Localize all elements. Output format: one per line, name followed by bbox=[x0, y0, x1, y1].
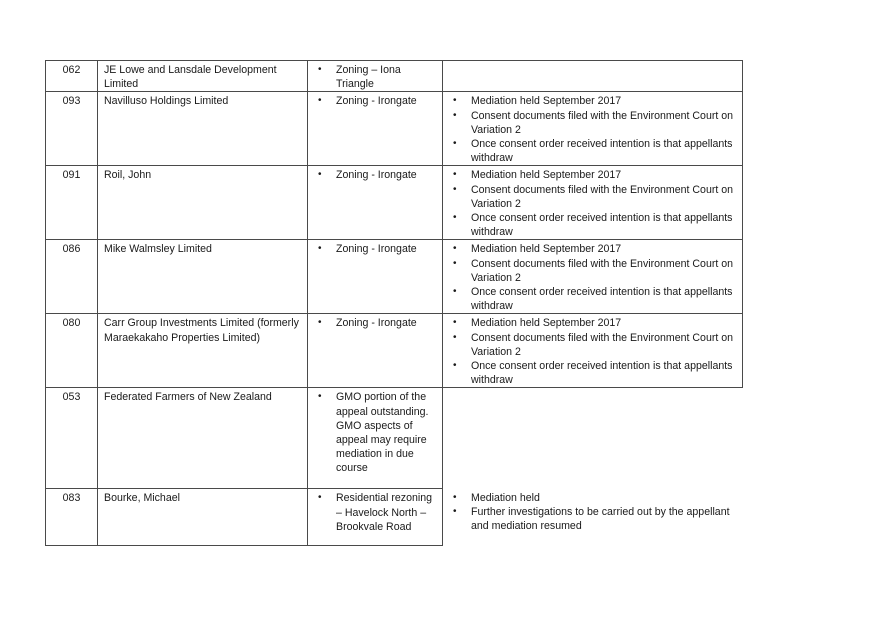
appellant-name: Mike Walmsley Limited bbox=[98, 240, 308, 314]
issue-item: • Zoning - Irongate bbox=[314, 242, 436, 256]
appeal-number: 080 bbox=[46, 314, 98, 388]
status-cell bbox=[443, 489, 743, 546]
issues-cell bbox=[308, 489, 443, 546]
issue-item: • Zoning - Irongate bbox=[314, 168, 436, 182]
appeal-number: 053 bbox=[46, 388, 98, 489]
issues-cell bbox=[308, 166, 443, 240]
appeal-number: 093 bbox=[46, 92, 98, 166]
issues-cell bbox=[308, 240, 443, 314]
status-cell bbox=[443, 388, 743, 489]
appellant-name: JE Lowe and Lansdale Development Limited bbox=[98, 61, 308, 92]
status-item: • Consent documents filed with the Environment Court on Variation 2 bbox=[449, 331, 736, 359]
status-cell bbox=[443, 240, 743, 314]
appeal-number: 086 bbox=[46, 240, 98, 314]
status-item: • Further investigations to be carried out by the appellant and mediation resumed bbox=[449, 505, 737, 533]
table-row bbox=[46, 166, 743, 240]
appellant-name: Roil, John bbox=[98, 166, 308, 240]
status-item: • Once consent order received intention is that appellants withdraw bbox=[449, 211, 736, 239]
issue-item: • Zoning - Irongate bbox=[314, 316, 436, 330]
issue-item: • Zoning - Irongate bbox=[314, 94, 436, 108]
issues-cell bbox=[308, 388, 443, 489]
issues-cell bbox=[308, 314, 443, 388]
table-row bbox=[46, 61, 743, 92]
status-item: • Once consent order received intention is that appellants withdraw bbox=[449, 137, 736, 165]
issues-cell bbox=[308, 61, 443, 92]
status-item: • Once consent order received intention is that appellants withdraw bbox=[449, 285, 736, 313]
appeal-number: 062 bbox=[46, 61, 98, 92]
appellant-name: Navilluso Holdings Limited bbox=[98, 92, 308, 166]
issues-cell bbox=[308, 92, 443, 166]
status-cell bbox=[443, 314, 743, 388]
table-row bbox=[46, 240, 743, 314]
appeals-table bbox=[45, 60, 743, 546]
status-item: • Mediation held September 2017 bbox=[449, 242, 736, 256]
status-cell bbox=[443, 166, 743, 240]
status-cell bbox=[443, 92, 743, 166]
appellant-name: Federated Farmers of New Zealand bbox=[98, 388, 308, 489]
status-item: • Once consent order received intention is that appellants withdraw bbox=[449, 359, 736, 387]
issue-item: • Residential rezoning – Havelock North – Brookvale Road bbox=[314, 491, 436, 534]
table-row bbox=[46, 314, 743, 388]
status-item: • Consent documents filed with the Environment Court on Variation 2 bbox=[449, 183, 736, 211]
table-row bbox=[46, 388, 743, 489]
status-item: • Consent documents filed with the Environment Court on Variation 2 bbox=[449, 257, 736, 285]
appellant-name: Carr Group Investments Limited (formerly Maraekakaho Properties Limited) bbox=[98, 314, 308, 388]
status-item: • Mediation held September 2017 bbox=[449, 94, 736, 108]
appeal-number: 091 bbox=[46, 166, 98, 240]
table-row bbox=[46, 489, 743, 546]
status-item: • Mediation held bbox=[449, 491, 737, 505]
appeal-number: 083 bbox=[46, 489, 98, 546]
status-item: • Mediation held September 2017 bbox=[449, 316, 736, 330]
appellant-name: Bourke, Michael bbox=[98, 489, 308, 546]
issue-item: • Zoning – Iona Triangle bbox=[314, 63, 436, 91]
status-item: • Mediation held September 2017 bbox=[449, 168, 736, 182]
issue-item: • GMO portion of the appeal outstanding. GMO aspects of appeal may require mediation in due course bbox=[314, 390, 436, 475]
status-item: • Consent documents filed with the Environment Court on Variation 2 bbox=[449, 109, 736, 137]
table-row bbox=[46, 92, 743, 166]
status-cell bbox=[443, 61, 743, 92]
